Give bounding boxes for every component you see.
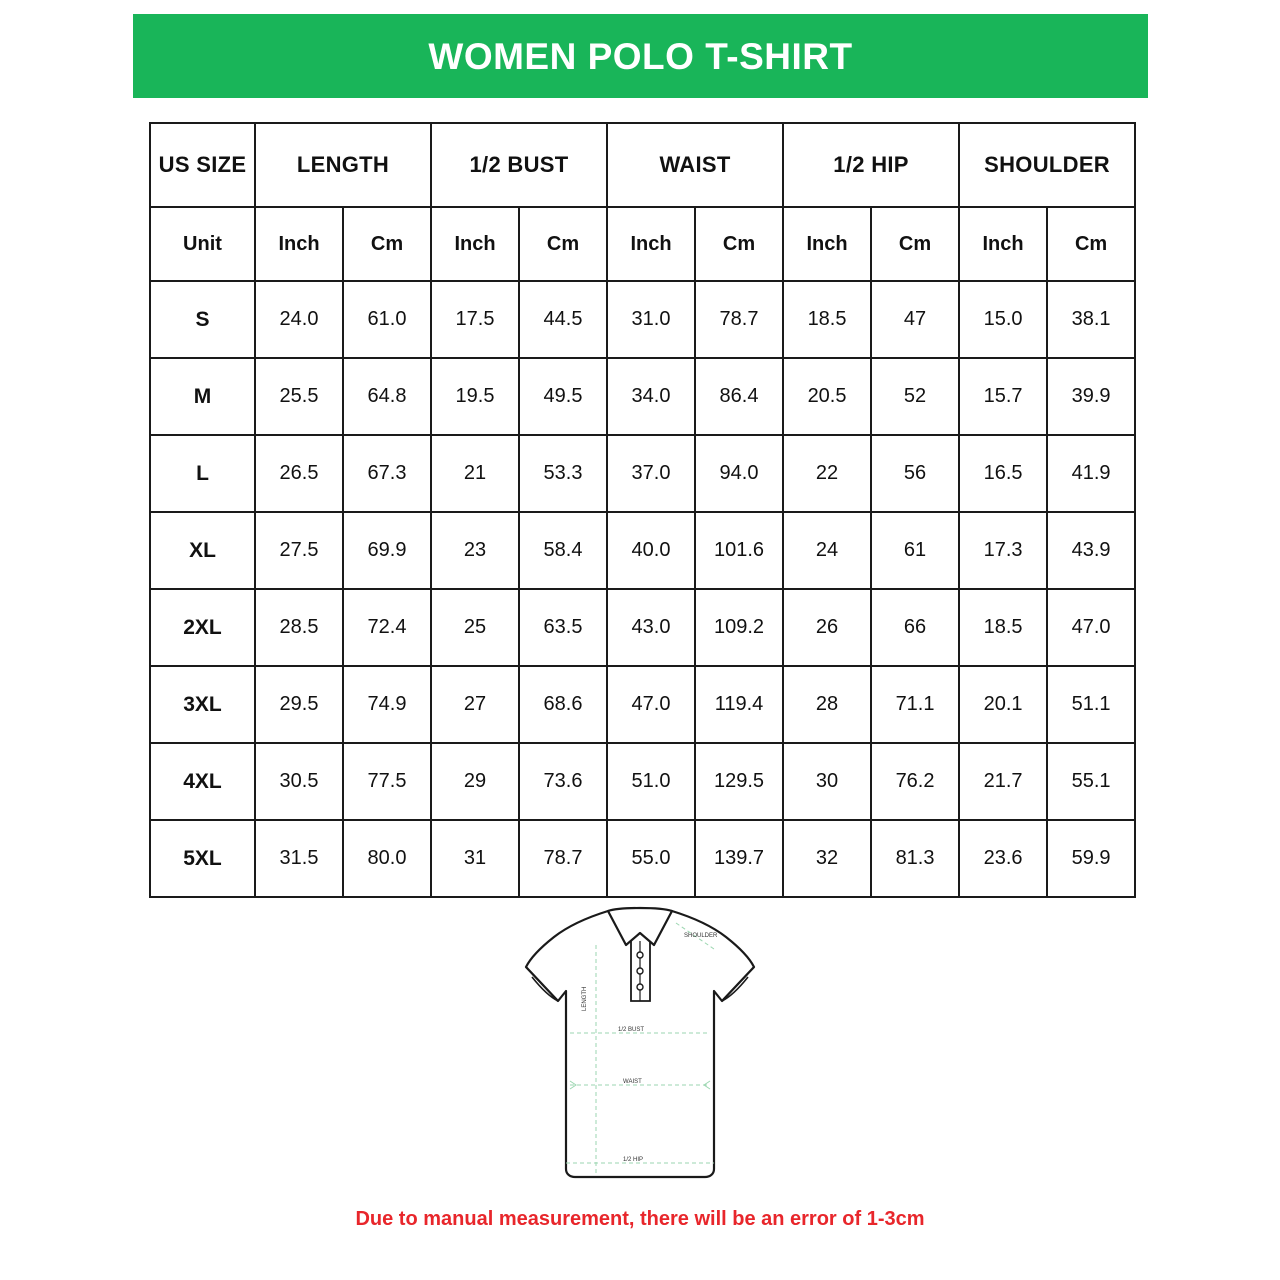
table-row	[150, 589, 1135, 666]
cell-value: 18.5	[959, 589, 1047, 666]
cell-value: 77.5	[343, 743, 431, 820]
cell-value: 40.0	[607, 512, 695, 589]
unit-bust-cm: Cm	[519, 207, 607, 281]
diagram-label-length: LENGTH	[582, 986, 588, 1011]
cell-value: 69.9	[343, 512, 431, 589]
cell-value: 28	[783, 666, 871, 743]
cell-value: 64.8	[343, 358, 431, 435]
unit-waist-inch: Inch	[607, 207, 695, 281]
cell-value: 19.5	[431, 358, 519, 435]
cell-value: 76.2	[871, 743, 959, 820]
unit-shoulder-cm: Cm	[1047, 207, 1135, 281]
unit-waist-cm: Cm	[695, 207, 783, 281]
cell-value: 43.0	[607, 589, 695, 666]
cell-value: 55.1	[1047, 743, 1135, 820]
cell-value: 52	[871, 358, 959, 435]
cell-value: 37.0	[607, 435, 695, 512]
unit-label: Unit	[150, 207, 255, 281]
cell-value: 58.4	[519, 512, 607, 589]
column-header-half-hip: 1/2 HIP	[783, 123, 959, 207]
polo-shirt-diagram	[500, 893, 780, 1193]
cell-value: 71.1	[871, 666, 959, 743]
cell-value: 53.3	[519, 435, 607, 512]
header-banner	[133, 14, 1148, 98]
cell-value: 47	[871, 281, 959, 358]
cell-value: 78.7	[695, 281, 783, 358]
column-header-us-size: US SIZE	[150, 123, 255, 207]
cell-value: 26.5	[255, 435, 343, 512]
cell-value: 25	[431, 589, 519, 666]
cell-value: 32	[783, 820, 871, 897]
column-header-half-bust: 1/2 BUST	[431, 123, 607, 207]
cell-value: 29	[431, 743, 519, 820]
unit-length-inch: Inch	[255, 207, 343, 281]
cell-value: 21	[431, 435, 519, 512]
table-row	[150, 512, 1135, 589]
cell-value: 25.5	[255, 358, 343, 435]
unit-hip-cm: Cm	[871, 207, 959, 281]
cell-value: 68.6	[519, 666, 607, 743]
diagram-label-half-bust: 1/2 BUST	[618, 1027, 645, 1033]
diagram-label-waist: WAIST	[623, 1079, 642, 1085]
cell-value: 17.3	[959, 512, 1047, 589]
cell-value: 30.5	[255, 743, 343, 820]
cell-value: 41.9	[1047, 435, 1135, 512]
row-size-label: 5XL	[150, 820, 255, 897]
cell-value: 24.0	[255, 281, 343, 358]
cell-value: 18.5	[783, 281, 871, 358]
cell-value: 27.5	[255, 512, 343, 589]
unit-hip-inch: Inch	[783, 207, 871, 281]
size-table-container	[149, 122, 1132, 898]
cell-value: 55.0	[607, 820, 695, 897]
cell-value: 47.0	[607, 666, 695, 743]
unit-bust-inch: Inch	[431, 207, 519, 281]
cell-value: 51.1	[1047, 666, 1135, 743]
unit-length-cm: Cm	[343, 207, 431, 281]
cell-value: 109.2	[695, 589, 783, 666]
row-size-label: L	[150, 435, 255, 512]
cell-value: 80.0	[343, 820, 431, 897]
cell-value: 30	[783, 743, 871, 820]
cell-value: 81.3	[871, 820, 959, 897]
column-header-length: LENGTH	[255, 123, 431, 207]
table-row	[150, 666, 1135, 743]
cell-value: 73.6	[519, 743, 607, 820]
measurement-note: Due to manual measurement, there will be an error of 1-3cm	[355, 1208, 925, 1230]
cell-value: 72.4	[343, 589, 431, 666]
cell-value: 15.0	[959, 281, 1047, 358]
column-header-shoulder: SHOULDER	[959, 123, 1135, 207]
cell-value: 27	[431, 666, 519, 743]
cell-value: 94.0	[695, 435, 783, 512]
cell-value: 29.5	[255, 666, 343, 743]
table-row	[150, 743, 1135, 820]
cell-value: 26	[783, 589, 871, 666]
cell-value: 39.9	[1047, 358, 1135, 435]
table-row	[150, 281, 1135, 358]
unit-shoulder-inch: Inch	[959, 207, 1047, 281]
cell-value: 66	[871, 589, 959, 666]
cell-value: 51.0	[607, 743, 695, 820]
table-row	[150, 435, 1135, 512]
size-table	[149, 122, 1136, 898]
cell-value: 43.9	[1047, 512, 1135, 589]
diagram-label-shoulder: SHOULDER	[684, 933, 718, 939]
cell-value: 47.0	[1047, 589, 1135, 666]
page-title: WOMEN POLO T-SHIRT	[428, 35, 853, 77]
column-header-waist: WAIST	[607, 123, 783, 207]
cell-value: 44.5	[519, 281, 607, 358]
cell-value: 59.9	[1047, 820, 1135, 897]
cell-value: 16.5	[959, 435, 1047, 512]
cell-value: 63.5	[519, 589, 607, 666]
cell-value: 17.5	[431, 281, 519, 358]
cell-value: 20.5	[783, 358, 871, 435]
cell-value: 78.7	[519, 820, 607, 897]
cell-value: 15.7	[959, 358, 1047, 435]
cell-value: 34.0	[607, 358, 695, 435]
cell-value: 139.7	[695, 820, 783, 897]
diagram-label-half-hip: 1/2 HIP	[623, 1157, 644, 1163]
cell-value: 24	[783, 512, 871, 589]
cell-value: 23	[431, 512, 519, 589]
cell-value: 23.6	[959, 820, 1047, 897]
row-size-label: 3XL	[150, 666, 255, 743]
row-size-label: M	[150, 358, 255, 435]
row-size-label: 4XL	[150, 743, 255, 820]
cell-value: 119.4	[695, 666, 783, 743]
cell-value: 56	[871, 435, 959, 512]
table-header-row-units	[150, 207, 1135, 281]
cell-value: 61	[871, 512, 959, 589]
table-row	[150, 820, 1135, 897]
cell-value: 86.4	[695, 358, 783, 435]
row-size-label: S	[150, 281, 255, 358]
table-row	[150, 358, 1135, 435]
cell-value: 31.5	[255, 820, 343, 897]
cell-value: 21.7	[959, 743, 1047, 820]
cell-value: 74.9	[343, 666, 431, 743]
cell-value: 20.1	[959, 666, 1047, 743]
row-size-label: XL	[150, 512, 255, 589]
table-header-row-groups	[150, 123, 1135, 207]
cell-value: 61.0	[343, 281, 431, 358]
cell-value: 31	[431, 820, 519, 897]
cell-value: 38.1	[1047, 281, 1135, 358]
cell-value: 28.5	[255, 589, 343, 666]
cell-value: 101.6	[695, 512, 783, 589]
row-size-label: 2XL	[150, 589, 255, 666]
cell-value: 129.5	[695, 743, 783, 820]
cell-value: 49.5	[519, 358, 607, 435]
cell-value: 22	[783, 435, 871, 512]
cell-value: 31.0	[607, 281, 695, 358]
cell-value: 67.3	[343, 435, 431, 512]
